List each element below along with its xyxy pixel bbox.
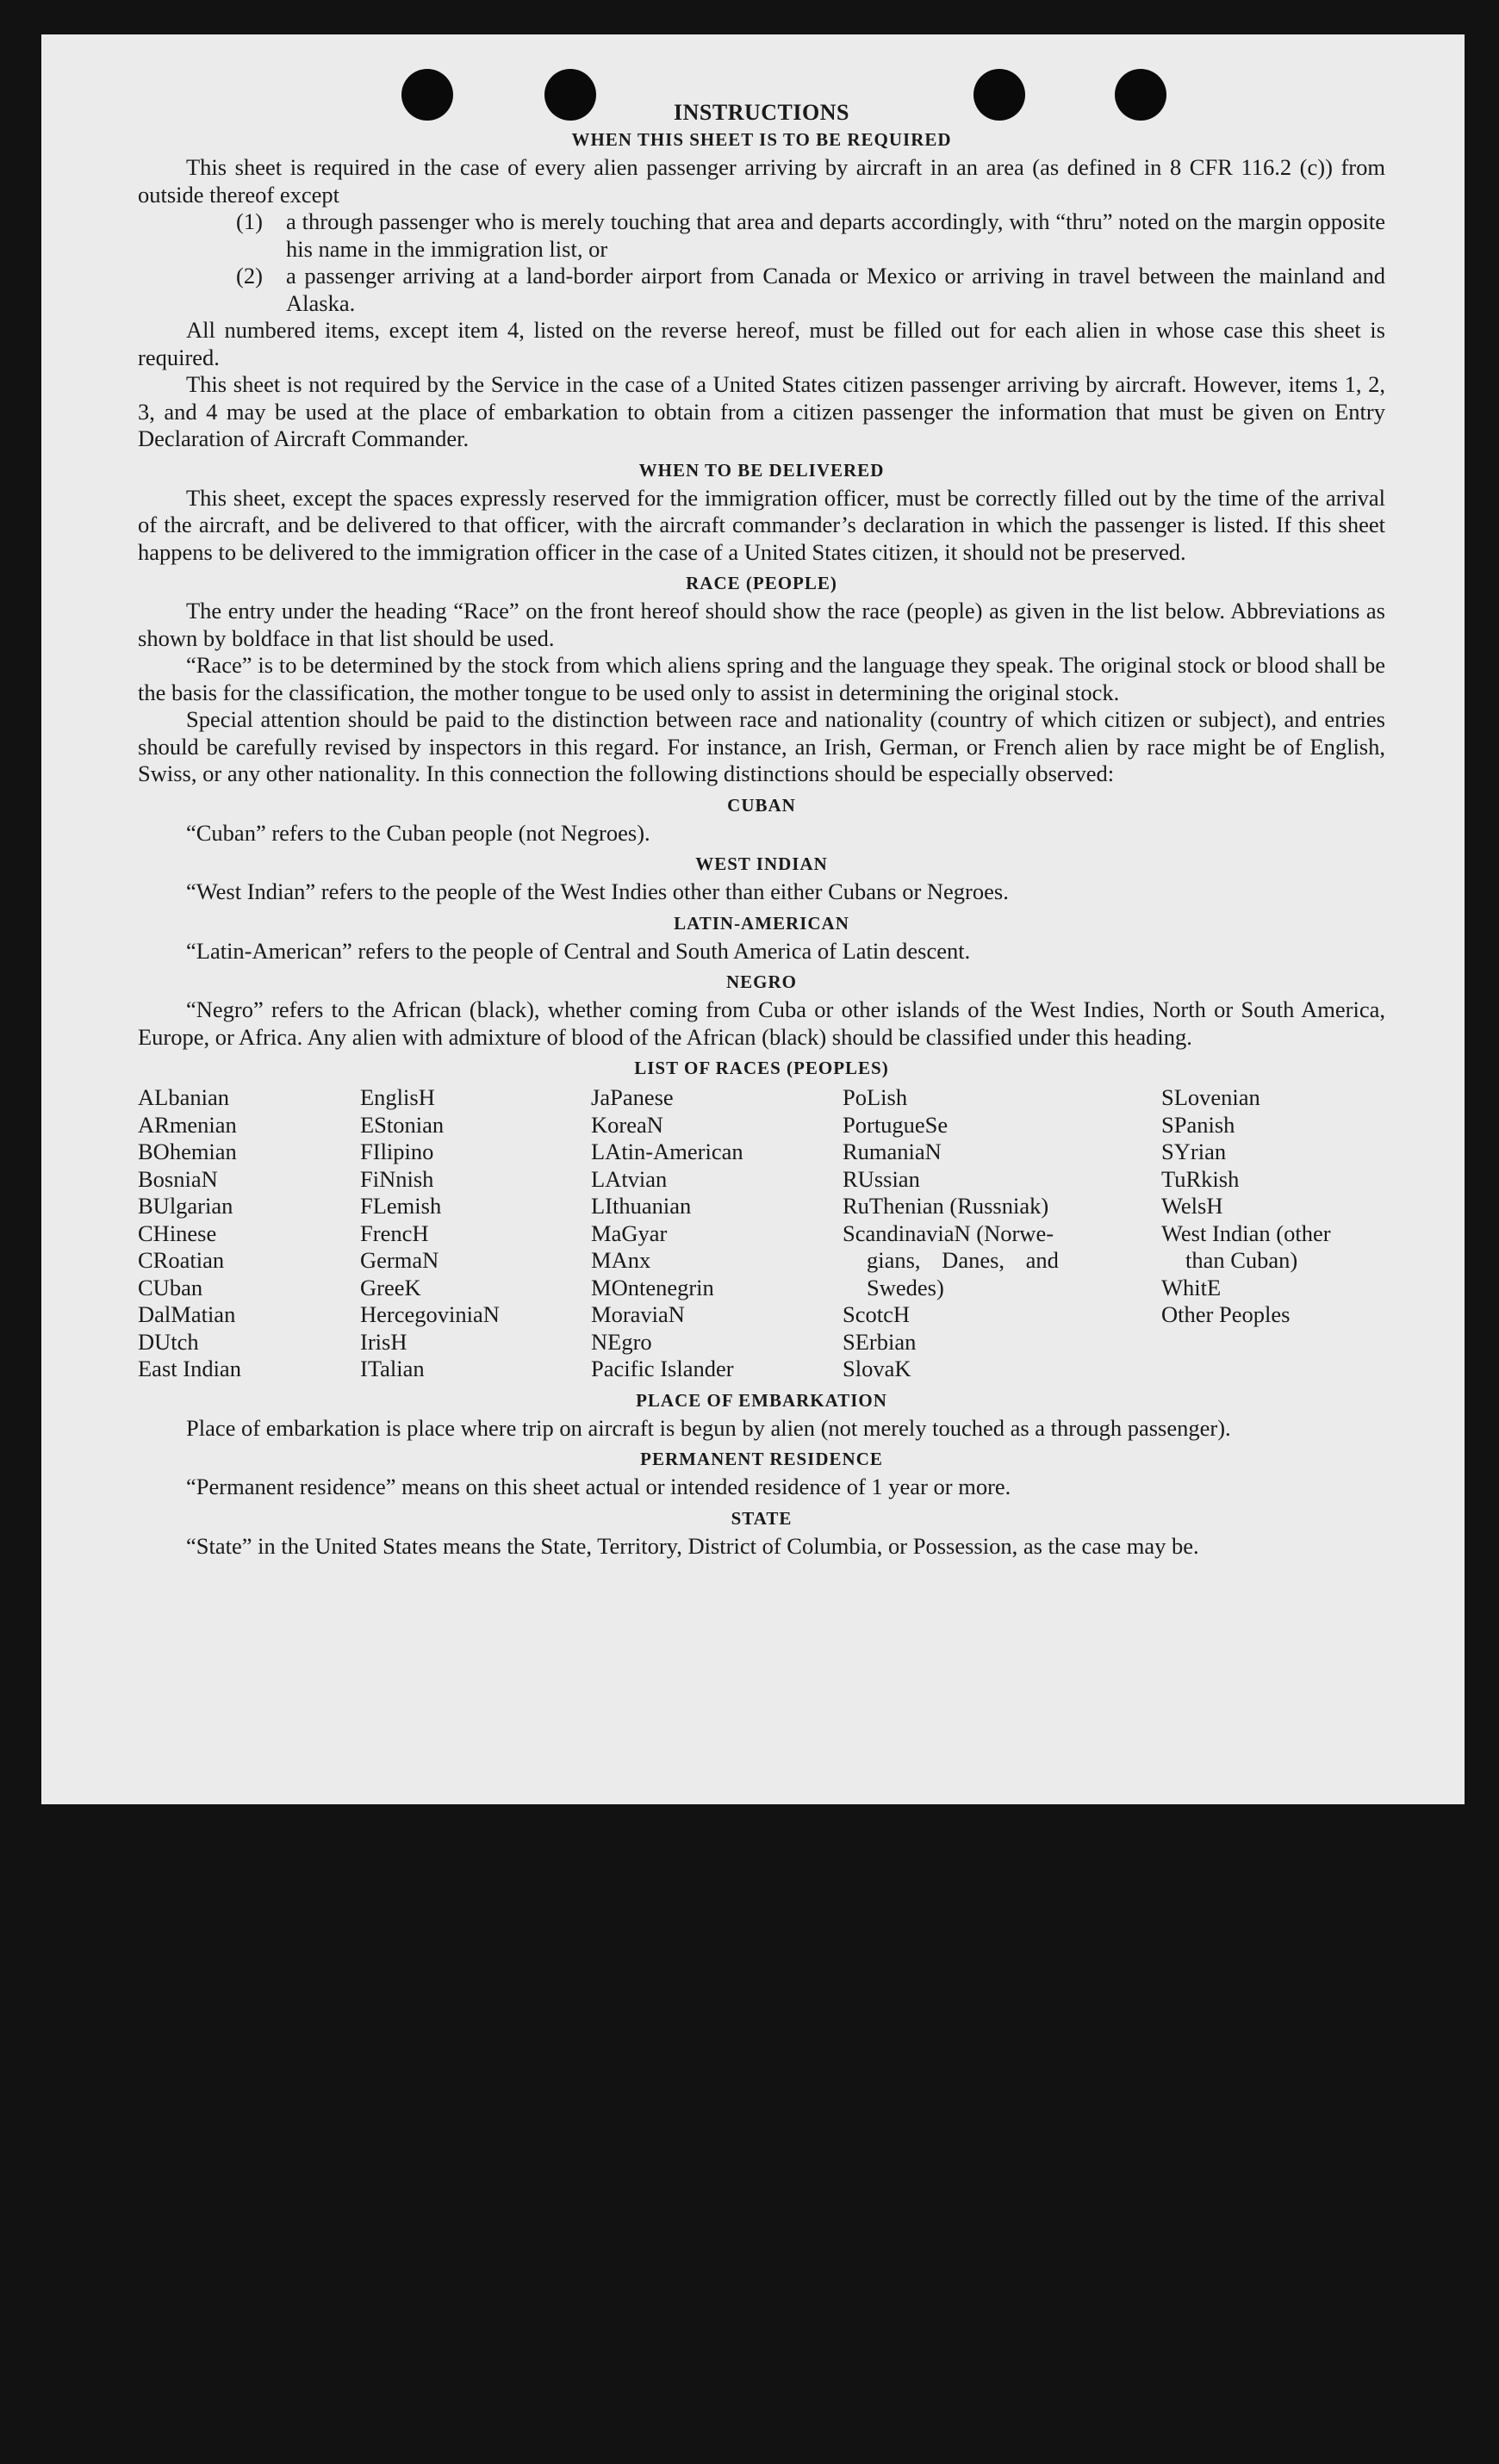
race-item: GreeK: [360, 1274, 421, 1300]
race-item: gians, Danes, and: [867, 1247, 1059, 1273]
race-item: RumaniaN: [843, 1139, 942, 1164]
race-item: GermaN: [360, 1247, 439, 1273]
document-sheet: [41, 34, 1465, 1804]
race-item: SYrian: [1161, 1139, 1227, 1164]
races-heading: LIST OF RACES (PEOPLES): [634, 1058, 889, 1078]
race-item: LIthuanian: [591, 1193, 692, 1219]
race-item: BUlgarian: [138, 1193, 233, 1219]
punch-hole: [544, 69, 596, 121]
race-item: ScandinaviaN (Norwe-: [843, 1220, 1054, 1246]
section-heading: WEST INDIAN: [695, 853, 828, 874]
race-item: NEgro: [591, 1328, 652, 1355]
race-item: CUban: [138, 1274, 203, 1300]
race-item: CHinese: [138, 1220, 217, 1246]
paragraph: The entry under the heading “Race” on the front hereof should show the race (people) as given in the list below. Abbreviations as shown by boldface in that list should be used.: [138, 598, 1385, 651]
race-item: East Indian: [138, 1356, 241, 1381]
race-item: BosniaN: [138, 1165, 218, 1192]
race-item: ALbanian: [138, 1084, 229, 1110]
section-heading: LATIN-AMERICAN: [674, 912, 849, 934]
race-item: ITalian: [360, 1356, 425, 1381]
race-item: FrencH: [360, 1220, 429, 1246]
race-item: Pacific Islander: [591, 1356, 734, 1381]
section-heading: STATE: [731, 1507, 793, 1529]
section-heading: PLACE OF EMBARKATION: [636, 1389, 887, 1411]
race-item: ScotcH: [843, 1301, 911, 1327]
paragraph: “Race” is to be determined by the stock from which aliens spring and the language they speak. The original stock or blood shall be the basis for the classification, the mother tongue to be used only to assist in determining the original stock.: [138, 652, 1385, 705]
section-heading: RACE (PEOPLE): [686, 573, 837, 593]
punch-hole: [1115, 69, 1166, 121]
races-list: [138, 1084, 1385, 1383]
paragraph: This sheet is not required by the Service in the case of a United States citizen passenger arriving by aircraft. However, items 1, 2, 3, and 4 may be used at the place of embarkation to obtain from a citizen passenger the information that must be given on Entry Declaration of Aircraft Commander.: [138, 371, 1385, 451]
races-column-5: [1161, 1084, 1385, 1383]
race-item: EnglisH: [360, 1084, 435, 1110]
race-item: MoraviaN: [591, 1301, 685, 1327]
paragraph: All numbered items, except item 4, listed on the reverse hereof, must be filled out for each alien in whose case this sheet is required.: [138, 317, 1385, 370]
race-item: MaGyar: [591, 1220, 668, 1246]
race-item: West Indian (other: [1161, 1220, 1331, 1246]
races-column-3: [591, 1084, 843, 1383]
race-item: Swedes): [867, 1274, 944, 1300]
race-item: TuRkish: [1161, 1165, 1240, 1192]
race-item: SPanish: [1161, 1111, 1235, 1138]
section-heading: WHEN TO BE DELIVERED: [638, 459, 885, 481]
race-item: Other Peoples: [1161, 1301, 1291, 1327]
races-column-1: [138, 1084, 360, 1383]
section-heading: WHEN THIS SHEET IS TO BE REQUIRED: [571, 129, 952, 150]
paragraph: Special attention should be paid to the distinction between race and nationality (country of which citizen or subject), and entries should be carefully revised by inspectors in this regard. For instance, an Irish, German, or French alien by race might be of English, Swiss, or any other nationality. In this connection the following distinctions should be especially observed:: [138, 706, 1385, 786]
race-item: EStonian: [360, 1111, 445, 1138]
race-item: FiNnish: [360, 1165, 434, 1192]
races-column-2: [360, 1084, 591, 1383]
race-item: SLovenian: [1161, 1084, 1260, 1110]
paragraph: “State” in the United States means the State, Territory, District of Columbia, or Possession, as the case may be.: [186, 1532, 1199, 1559]
race-item: IrisH: [360, 1328, 407, 1355]
paragraph: “West Indian” refers to the people of the West Indies other than either Cubans or Negroes.: [186, 878, 1009, 904]
race-item: RUssian: [843, 1165, 920, 1192]
race-item: than Cuban): [1185, 1247, 1298, 1273]
paragraph: This sheet is required in the case of every alien passenger arriving by aircraft in an area (as defined in 8 CFR 116.2 (c)) from outside thereof except: [138, 154, 1385, 208]
race-item: LAtin-American: [591, 1139, 743, 1164]
race-item: MOntenegrin: [591, 1274, 714, 1300]
section-heading: NEGRO: [725, 971, 797, 992]
list-text: a through passenger who is merely touching that area and departs accordingly, with “thru” noted on the margin opposite his name in the immigration list, or: [286, 208, 1385, 262]
race-item: BOhemian: [138, 1139, 237, 1164]
race-item: FLemish: [360, 1193, 442, 1219]
race-item: HercegoviniaN: [360, 1301, 500, 1327]
race-item: DalMatian: [138, 1301, 236, 1327]
races-column-4: [843, 1084, 1161, 1383]
paragraph: This sheet, except the spaces expressly reserved for the immigration officer, must be correctly filled out by the time of the arrival of the aircraft, and be delivered to that officer, with the aircraft commander’s declaration in which the passenger is listed. If this sheet happens to be delivered to the immigration officer in the case of a United States citizen, it should not be preserved.: [138, 484, 1385, 565]
race-item: WelsH: [1161, 1193, 1223, 1219]
paragraph: Place of embarkation is place where trip on aircraft is begun by alien (not merely touched as a through passenger).: [186, 1414, 1231, 1441]
paragraph: “Cuban” refers to the Cuban people (not Negroes).: [186, 819, 650, 846]
race-item: SErbian: [843, 1328, 917, 1355]
section-heading: PERMANENT RESIDENCE: [640, 1449, 883, 1469]
list-item: [236, 263, 1385, 317]
punch-hole: [401, 69, 453, 121]
race-item: WhitE: [1161, 1274, 1222, 1300]
list-number: (2): [236, 263, 263, 289]
document-title: INSTRUCTIONS: [674, 100, 849, 125]
race-item: PortugueSe: [843, 1111, 949, 1138]
race-item: KoreaN: [591, 1111, 663, 1138]
paragraph: “Latin-American” refers to the people of Central and South America of Latin descent.: [186, 937, 971, 964]
race-item: RuThenian (Russniak): [843, 1193, 1049, 1219]
list-number: (1): [236, 208, 263, 234]
race-item: MAnx: [591, 1247, 651, 1273]
punch-hole: [973, 69, 1025, 121]
race-item: SlovaK: [843, 1356, 911, 1381]
race-item: FIlipino: [360, 1139, 434, 1164]
race-item: JaPanese: [591, 1084, 674, 1110]
list-text: a passenger arriving at a land-border airport from Canada or Mexico or arriving in travel between the mainland and Alaska.: [286, 263, 1385, 316]
paragraph: “Permanent residence” means on this sheet actual or intended residence of 1 year or more.: [186, 1474, 1011, 1499]
section-heading: CUBAN: [727, 794, 796, 816]
race-item: DUtch: [138, 1328, 199, 1355]
race-item: ARmenian: [138, 1111, 237, 1138]
paragraph: “Negro” refers to the African (black), whether coming from Cuba or other islands of the West Indies, North or South America, Europe, or Africa. Any alien with admixture of blood of the African (black) should be classified under this heading.: [138, 996, 1385, 1050]
race-item: CRoatian: [138, 1247, 225, 1273]
race-item: PoLish: [843, 1084, 908, 1110]
race-item: LAtvian: [591, 1165, 668, 1192]
list-item: [236, 208, 1385, 263]
